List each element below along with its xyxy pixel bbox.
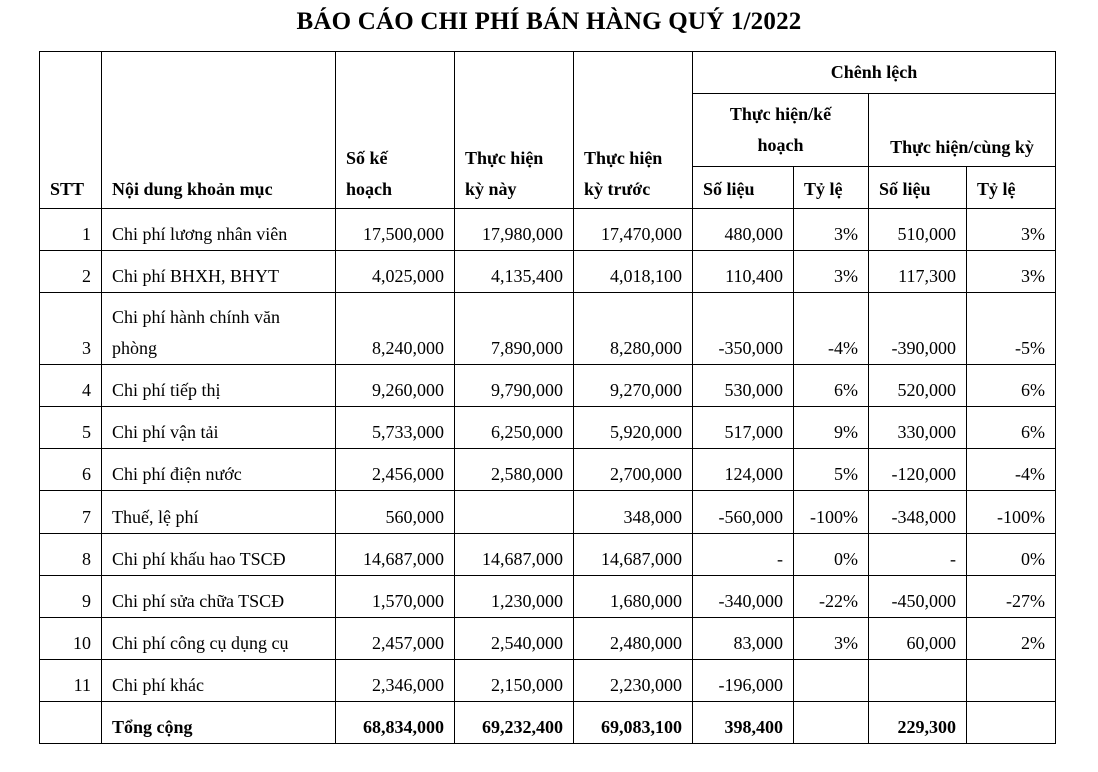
cell-rate-plan: 9% xyxy=(794,407,869,449)
cell-previous: 2,480,000 xyxy=(574,618,693,660)
cell-previous: 1,680,000 xyxy=(574,576,693,618)
cell-diff-plan: -560,000 xyxy=(693,491,794,534)
cell-stt: 3 xyxy=(40,293,102,365)
cell-diff-prev: 117,300 xyxy=(869,251,967,293)
cell-stt-empty xyxy=(40,702,102,744)
table-row xyxy=(40,365,1056,407)
cell-current xyxy=(455,491,574,534)
table-row xyxy=(40,251,1056,293)
total-diff-plan: 398,400 xyxy=(693,702,794,744)
header-thuc-hien-ky-nay xyxy=(455,52,574,209)
cell-item: Chi phí công cụ dụng cụ xyxy=(102,618,336,660)
cell-stt: 4 xyxy=(40,365,102,407)
total-previous: 69,083,100 xyxy=(574,702,693,744)
table-row xyxy=(40,293,1056,365)
total-row xyxy=(40,702,1056,744)
cell-plan: 14,687,000 xyxy=(336,534,455,576)
cell-stt: 10 xyxy=(40,618,102,660)
cell-diff-plan: 110,400 xyxy=(693,251,794,293)
total-diff-prev: 229,300 xyxy=(869,702,967,744)
cell-current: 9,790,000 xyxy=(455,365,574,407)
total-rate-plan xyxy=(794,702,869,744)
cell-rate-prev: 0% xyxy=(967,534,1056,576)
table-row xyxy=(40,660,1056,702)
cell-item: Chi phí tiếp thị xyxy=(102,365,336,407)
cell-stt: 8 xyxy=(40,534,102,576)
cell-diff-prev: -450,000 xyxy=(869,576,967,618)
cell-rate-prev: -27% xyxy=(967,576,1056,618)
table-row xyxy=(40,209,1056,251)
cell-diff-prev: -348,000 xyxy=(869,491,967,534)
header-thuc-hien-ky-nay-line2: kỳ này xyxy=(465,179,517,199)
cell-current: 2,540,000 xyxy=(455,618,574,660)
cell-current: 2,580,000 xyxy=(455,449,574,491)
cell-current: 7,890,000 xyxy=(455,293,574,365)
cell-diff-prev: 510,000 xyxy=(869,209,967,251)
cell-diff-plan: 83,000 xyxy=(693,618,794,660)
header-thuc-hien-ky-truoc-line1: Thực hiện xyxy=(584,148,663,168)
total-current: 69,232,400 xyxy=(455,702,574,744)
cell-plan: 2,346,000 xyxy=(336,660,455,702)
header-so-lieu-1: Số liệu xyxy=(693,167,794,209)
header-noi-dung: Nội dung khoản mục xyxy=(102,52,336,209)
cell-diff-prev: 330,000 xyxy=(869,407,967,449)
cell-plan: 1,570,000 xyxy=(336,576,455,618)
header-th-ke-hoach-line1: Thực hiện/kế xyxy=(729,104,832,124)
table-row xyxy=(40,618,1056,660)
header-ty-le-1: Tỷ lệ xyxy=(794,167,869,209)
cell-rate-plan: 0% xyxy=(794,534,869,576)
cell-plan: 9,260,000 xyxy=(336,365,455,407)
cell-stt: 6 xyxy=(40,449,102,491)
cell-plan: 8,240,000 xyxy=(336,293,455,365)
cell-current: 2,150,000 xyxy=(455,660,574,702)
header-so-ke-hoach xyxy=(336,52,455,209)
cell-diff-prev: - xyxy=(869,534,967,576)
cell-diff-plan: -350,000 xyxy=(693,293,794,365)
header-thuc-hien-ky-truoc xyxy=(574,52,693,209)
header-thuc-hien-ky-nay-line1: Thực hiện xyxy=(465,148,544,168)
cell-stt: 1 xyxy=(40,209,102,251)
total-label: Tổng cộng xyxy=(102,702,336,744)
header-so-lieu-2: Số liệu xyxy=(869,167,967,209)
cell-item: Chi phí điện nước xyxy=(102,449,336,491)
table-row xyxy=(40,534,1056,576)
cell-stt: 9 xyxy=(40,576,102,618)
cell-rate-prev: 3% xyxy=(967,209,1056,251)
cell-diff-plan: 124,000 xyxy=(693,449,794,491)
cell-item: Chi phí lương nhân viên xyxy=(102,209,336,251)
cell-rate-prev: 6% xyxy=(967,407,1056,449)
cell-previous: 2,230,000 xyxy=(574,660,693,702)
cell-plan: 2,457,000 xyxy=(336,618,455,660)
cell-item-line1: Chi phí hành chính văn xyxy=(112,307,280,327)
cell-diff-prev: 60,000 xyxy=(869,618,967,660)
cell-stt: 11 xyxy=(40,660,102,702)
cell-current: 1,230,000 xyxy=(455,576,574,618)
cell-rate-prev: -4% xyxy=(967,449,1056,491)
cell-previous: 9,270,000 xyxy=(574,365,693,407)
table-row xyxy=(40,491,1056,534)
cell-plan: 17,500,000 xyxy=(336,209,455,251)
header-th-ke-hoach-line2: hoạch xyxy=(757,135,804,155)
cell-item: Chi phí khấu hao TSCĐ xyxy=(102,534,336,576)
cell-stt: 7 xyxy=(40,491,102,534)
expense-report-table xyxy=(39,51,1056,744)
cell-diff-plan: -196,000 xyxy=(693,660,794,702)
report-title: BÁO CÁO CHI PHÍ BÁN HÀNG QUÝ 1/2022 xyxy=(296,8,802,35)
cell-plan: 2,456,000 xyxy=(336,449,455,491)
cell-item: Thuế, lệ phí xyxy=(102,491,336,534)
cell-item: Chi phí sửa chữa TSCĐ xyxy=(102,576,336,618)
cell-previous: 17,470,000 xyxy=(574,209,693,251)
cell-item xyxy=(102,293,336,365)
cell-current: 4,135,400 xyxy=(455,251,574,293)
cell-previous: 5,920,000 xyxy=(574,407,693,449)
cell-rate-plan: -22% xyxy=(794,576,869,618)
cell-stt: 5 xyxy=(40,407,102,449)
cell-plan: 5,733,000 xyxy=(336,407,455,449)
cell-diff-prev xyxy=(869,660,967,702)
cell-item: Chi phí khác xyxy=(102,660,336,702)
cell-diff-plan: -340,000 xyxy=(693,576,794,618)
cell-rate-prev: -5% xyxy=(967,293,1056,365)
cell-rate-plan: 5% xyxy=(794,449,869,491)
table-row xyxy=(40,576,1056,618)
header-chenh-lech: Chênh lệch xyxy=(693,52,1056,94)
cell-rate-plan: 3% xyxy=(794,209,869,251)
cell-rate-plan: -100% xyxy=(794,491,869,534)
total-rate-prev xyxy=(967,702,1056,744)
cell-stt: 2 xyxy=(40,251,102,293)
cell-item: Chi phí BHXH, BHYT xyxy=(102,251,336,293)
cell-rate-prev: 6% xyxy=(967,365,1056,407)
table-row xyxy=(40,449,1056,491)
cell-current: 6,250,000 xyxy=(455,407,574,449)
cell-previous: 2,700,000 xyxy=(574,449,693,491)
cell-rate-plan: 3% xyxy=(794,251,869,293)
total-plan: 68,834,000 xyxy=(336,702,455,744)
cell-rate-prev: -100% xyxy=(967,491,1056,534)
cell-rate-prev: 2% xyxy=(967,618,1056,660)
cell-current: 14,687,000 xyxy=(455,534,574,576)
cell-diff-prev: -120,000 xyxy=(869,449,967,491)
cell-plan: 4,025,000 xyxy=(336,251,455,293)
header-so-ke-hoach-line2: hoạch xyxy=(346,179,393,199)
cell-rate-prev xyxy=(967,660,1056,702)
cell-previous: 348,000 xyxy=(574,491,693,534)
cell-previous: 4,018,100 xyxy=(574,251,693,293)
cell-diff-prev: -390,000 xyxy=(869,293,967,365)
header-ty-le-2: Tỷ lệ xyxy=(967,167,1056,209)
cell-current: 17,980,000 xyxy=(455,209,574,251)
cell-item: Chi phí vận tải xyxy=(102,407,336,449)
cell-previous: 8,280,000 xyxy=(574,293,693,365)
cell-diff-plan: 530,000 xyxy=(693,365,794,407)
header-th-ke-hoach xyxy=(693,94,869,167)
cell-plan: 560,000 xyxy=(336,491,455,534)
cell-rate-plan: 6% xyxy=(794,365,869,407)
cell-rate-plan: -4% xyxy=(794,293,869,365)
table-row xyxy=(40,407,1056,449)
cell-diff-plan: 517,000 xyxy=(693,407,794,449)
cell-previous: 14,687,000 xyxy=(574,534,693,576)
cell-rate-plan xyxy=(794,660,869,702)
cell-diff-prev: 520,000 xyxy=(869,365,967,407)
header-stt: STT xyxy=(40,52,102,209)
cell-rate-prev: 3% xyxy=(967,251,1056,293)
header-so-ke-hoach-line1: Số kế xyxy=(346,148,388,168)
cell-diff-plan: 480,000 xyxy=(693,209,794,251)
header-th-cung-ky: Thực hiện/cùng kỳ xyxy=(869,94,1056,167)
header-thuc-hien-ky-truoc-line2: kỳ trước xyxy=(584,179,651,199)
cell-rate-plan: 3% xyxy=(794,618,869,660)
cell-diff-plan: - xyxy=(693,534,794,576)
cell-item-line2: phòng xyxy=(112,338,157,358)
